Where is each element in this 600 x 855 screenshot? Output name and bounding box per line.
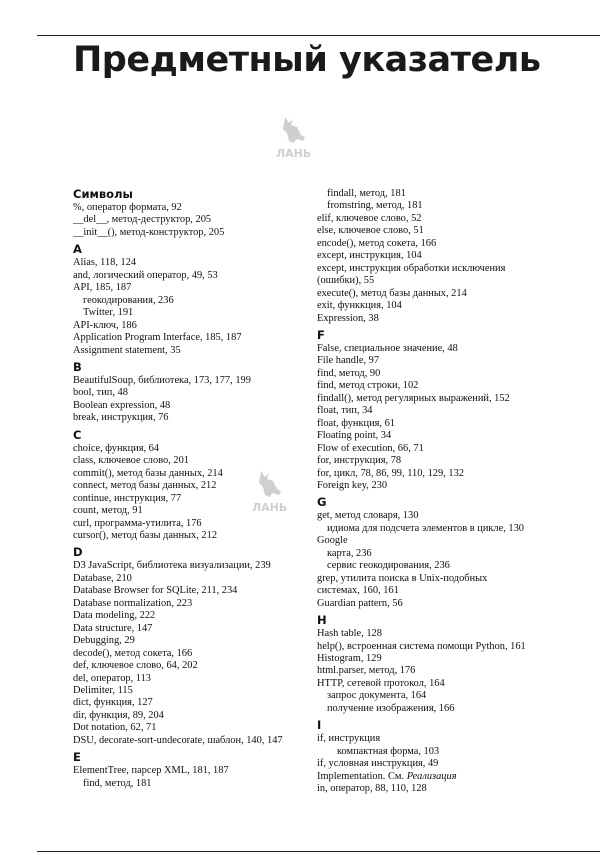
index-entry xyxy=(317,653,562,665)
index-entry-text: find, метод, 90 xyxy=(317,367,381,379)
index-entry xyxy=(317,480,562,492)
index-entry-text: curl, программа-утилита, 176 xyxy=(73,517,202,529)
index-entry-text: dict, функция, 127 xyxy=(73,697,153,709)
index-entry-text: def, ключевое слово, 64, 202 xyxy=(73,660,198,672)
index-entry-text: False, специальное значение, 48 xyxy=(317,342,458,354)
index-entry-text: Foreign key, 230 xyxy=(317,479,388,491)
index-entry xyxy=(73,673,318,685)
index-see-reference: Реализация xyxy=(406,770,457,782)
index-entry xyxy=(73,685,318,697)
index-entry xyxy=(73,332,318,344)
index-entry xyxy=(73,585,318,597)
index-subentry xyxy=(317,690,562,702)
index-entry-text: Database, 210 xyxy=(73,572,132,584)
index-letter-heading: C xyxy=(73,427,82,442)
index-entry xyxy=(317,343,562,355)
index-entry-text: Google xyxy=(317,535,348,547)
index-entry-text: Boolean expression, 48 xyxy=(73,399,171,411)
index-entry xyxy=(73,648,318,660)
index-letter-heading: I xyxy=(317,718,322,733)
index-entry-text: компактная форма, 103 xyxy=(337,745,440,757)
index-entry xyxy=(317,443,562,455)
index-entry xyxy=(317,598,562,610)
index-entry xyxy=(73,765,318,777)
index-entry-text: сервис геокодирования, 236 xyxy=(327,560,450,572)
index-column-left xyxy=(73,188,318,790)
index-entry-text: commit(), метод базы данных, 214 xyxy=(73,467,223,479)
index-entry xyxy=(73,214,318,226)
index-entry-text: %, оператор формата, 92 xyxy=(73,202,182,213)
index-entry xyxy=(317,455,562,467)
index-entry xyxy=(317,641,562,653)
index-entry-text: encode(), метод сокета, 166 xyxy=(317,237,437,249)
index-subentry xyxy=(317,746,562,758)
index-subentry xyxy=(317,703,562,715)
index-entry xyxy=(317,225,562,237)
index-entry-text: find, метод строки, 102 xyxy=(317,380,419,392)
index-entry-text: except, инструкция обработки исключения xyxy=(317,262,506,274)
index-entry xyxy=(317,418,562,430)
index-entry xyxy=(73,202,318,214)
index-entry-text: and, логический оператор, 49, 53 xyxy=(73,269,218,281)
index-entry-text: карта, 236 xyxy=(327,547,372,559)
index-entry xyxy=(73,518,318,530)
index-entry-text: D3 JavaScript, библиотека визуализации, 239 xyxy=(73,560,271,572)
index-entry-text: for, цикл, 78, 86, 99, 110, 129, 132 xyxy=(317,467,464,479)
index-letter-heading: D xyxy=(73,545,83,560)
publisher-logo-text: ЛАНЬ xyxy=(276,147,312,159)
index-entry-text: Debugging, 29 xyxy=(73,635,135,647)
index-entry-text: grep, утилита поиска в Unix-подобных xyxy=(317,572,488,584)
index-entry-text: class, ключевое слово, 201 xyxy=(73,455,190,467)
index-entry-text: Guardian pattern, 56 xyxy=(317,597,403,609)
index-entry-text: float, тип, 34 xyxy=(317,405,373,417)
index-subentry xyxy=(317,560,562,572)
index-entry-text: for, инструкция, 78 xyxy=(317,455,402,467)
index-letter-heading: G xyxy=(317,495,327,510)
index-entry-text: Histogram, 129 xyxy=(317,652,382,664)
index-entry xyxy=(317,430,562,442)
index-entry-text: html.parser, метод, 176 xyxy=(317,665,416,677)
index-entry-text: else, ключевое слово, 51 xyxy=(317,225,424,237)
index-entry-text: elif, ключевое слово, 52 xyxy=(317,212,422,224)
index-entry xyxy=(73,257,318,269)
index-entry xyxy=(317,733,562,745)
index-entry-text: API-ключ, 186 xyxy=(73,319,137,331)
index-entry-text: API, 185, 187 xyxy=(73,282,132,294)
index-entry xyxy=(73,345,318,357)
index-entry-text: except, инструкция, 104 xyxy=(317,250,422,262)
index-entry xyxy=(317,393,562,405)
index-entry xyxy=(317,665,562,677)
index-entry xyxy=(73,560,318,572)
index-entry xyxy=(317,783,562,795)
index-entry-text: if, инструкция xyxy=(317,733,381,745)
index-entry xyxy=(73,623,318,635)
index-entry-text: Data modeling, 222 xyxy=(73,610,156,622)
index-subentry xyxy=(317,523,562,535)
index-entry xyxy=(73,282,318,294)
index-letter-heading: F xyxy=(317,327,325,342)
index-entry-text: Database normalization, 223 xyxy=(73,597,193,609)
index-entry xyxy=(73,468,318,480)
index-entry xyxy=(73,320,318,332)
index-entry xyxy=(73,598,318,610)
bottom-rule xyxy=(37,851,600,852)
index-entry-text: Alias, 118, 124 xyxy=(73,257,137,269)
index-entry-text: (ошибки), 55 xyxy=(317,275,375,287)
index-entry xyxy=(317,300,562,312)
index-subentry xyxy=(317,548,562,560)
index-entry xyxy=(73,443,318,455)
index-entry-text: Floating point, 34 xyxy=(317,430,392,442)
index-entry xyxy=(73,635,318,647)
index-entry-text: continue, инструкция, 77 xyxy=(73,492,182,504)
index-entry xyxy=(317,213,562,225)
index-entry-text: BeautifulSoup, библиотека, 173, 177, 199 xyxy=(73,374,251,386)
index-entry xyxy=(317,771,562,783)
index-entry xyxy=(317,313,562,325)
index-entry-text: File handle, 97 xyxy=(317,355,380,367)
index-entry-text: execute(), метод базы данных, 214 xyxy=(317,287,467,299)
index-entry-text: decode(), метод сокета, 166 xyxy=(73,647,193,659)
index-entry xyxy=(73,735,318,747)
index-letter-heading: E xyxy=(73,750,81,765)
index-entry-text: findall(), метод регулярных выражений, 152 xyxy=(317,392,510,404)
index-entry xyxy=(73,227,318,239)
index-entry-text: идиома для подсчета элементов в цикле, 130 xyxy=(327,522,524,534)
index-entry-text: findall, метод, 181 xyxy=(327,188,406,199)
index-entry-text: Hash table, 128 xyxy=(317,628,382,640)
index-entry-text: Implementation. См. xyxy=(317,770,407,782)
index-letter-heading: H xyxy=(317,613,327,628)
publisher-logo-text: ЛАНЬ xyxy=(252,501,288,513)
index-entry xyxy=(317,535,562,547)
index-entry xyxy=(73,660,318,672)
index-entry xyxy=(317,628,562,640)
index-entry-text: получение изображения, 166 xyxy=(327,702,455,714)
index-subentry xyxy=(73,295,318,307)
index-entry-text: bool, тип, 48 xyxy=(73,387,128,399)
index-entry xyxy=(317,758,562,770)
index-entry xyxy=(73,710,318,722)
index-entry xyxy=(73,375,318,387)
index-entry xyxy=(317,573,562,585)
index-entry xyxy=(317,405,562,417)
index-entry-text: Database Browser for SQLite, 211, 234 xyxy=(73,585,238,597)
index-letter-heading: B xyxy=(73,359,82,374)
index-entry xyxy=(73,270,318,282)
index-entry-text: exit, функкция, 104 xyxy=(317,300,402,312)
index-subentry xyxy=(317,188,562,200)
index-entry-text: connect, метод базы данных, 212 xyxy=(73,480,217,492)
index-entry xyxy=(73,697,318,709)
index-entry xyxy=(317,585,562,597)
index-entry-text: Delimiter, 115 xyxy=(73,684,133,696)
index-entry-text: find, метод, 181 xyxy=(83,777,152,789)
index-entry xyxy=(317,510,562,522)
index-entry xyxy=(317,368,562,380)
index-entry xyxy=(73,400,318,412)
index-entry-text: системах, 160, 161 xyxy=(317,585,399,597)
index-entry-text: cursor(), метод базы данных, 212 xyxy=(73,529,218,541)
index-entry xyxy=(317,263,562,275)
index-entry xyxy=(317,238,562,250)
index-entry-text: Data structure, 147 xyxy=(73,622,153,634)
index-entry-text: DSU, decorate-sort-undecorate, шаблон, 140, 147 xyxy=(73,734,283,746)
index-entry-text: HTTP, сетевой протокол, 164 xyxy=(317,677,445,689)
index-entry-text: in, оператор, 88, 110, 128 xyxy=(317,783,427,795)
index-column-right xyxy=(317,188,562,795)
index-entry-text: Dot notation, 62, 71 xyxy=(73,722,157,734)
index-entry-text: if, условная инструкция, 49 xyxy=(317,758,439,770)
index-entry xyxy=(73,455,318,467)
index-entry-text: help(), встроенная система помощи Python, 161 xyxy=(317,640,526,652)
index-entry-text: запрос документа, 164 xyxy=(327,690,427,702)
index-entry-text: Expression, 38 xyxy=(317,312,379,324)
index-subentry xyxy=(73,307,318,319)
index-entry-text: __init__(), метод-конструктор, 205 xyxy=(73,226,225,238)
publisher-logo xyxy=(271,113,315,159)
index-entry xyxy=(73,530,318,542)
index-entry xyxy=(73,505,318,517)
index-entry-text: get, метод словаря, 130 xyxy=(317,510,419,522)
index-entry-text: Assignment statement, 35 xyxy=(73,344,181,356)
index-entry-text: ElementTree, парсер XML, 181, 187 xyxy=(73,765,229,777)
index-subentry xyxy=(73,778,318,790)
index-entry xyxy=(317,288,562,300)
page-title: Предметный указатель xyxy=(73,40,541,80)
index-entry-text: dir, функция, 89, 204 xyxy=(73,709,164,721)
index-entry xyxy=(73,412,318,424)
index-entry xyxy=(317,250,562,262)
index-entry-text: fromstring, метод, 181 xyxy=(327,200,423,212)
index-entry xyxy=(317,355,562,367)
index-letter-heading: Символы xyxy=(73,187,133,201)
index-entry-text: float, функция, 61 xyxy=(317,417,396,429)
index-entry xyxy=(317,468,562,480)
index-entry-text: Application Program Interface, 185, 187 xyxy=(73,332,242,344)
index-entry xyxy=(73,387,318,399)
index-entry xyxy=(73,722,318,734)
index-subentry xyxy=(317,200,562,212)
index-entry-text: геокодирования, 236 xyxy=(83,294,174,306)
index-entry-text: Flow of execution, 66, 71 xyxy=(317,442,424,454)
index-entry xyxy=(317,678,562,690)
index-entry xyxy=(317,380,562,392)
index-entry-text: del, оператор, 113 xyxy=(73,672,151,684)
index-entry xyxy=(73,493,318,505)
index-entry xyxy=(317,275,562,287)
top-rule xyxy=(37,35,600,36)
index-entry-text: __del__, метод-деструктор, 205 xyxy=(73,214,212,226)
index-entry-text: break, инструкция, 76 xyxy=(73,412,169,424)
index-entry xyxy=(73,573,318,585)
index-entry-text: count, метод, 91 xyxy=(73,505,143,517)
index-entry-text: choice, функция, 64 xyxy=(73,442,160,454)
index-entry xyxy=(73,480,318,492)
index-letter-heading: A xyxy=(73,242,82,257)
index-entry-text: Twitter, 191 xyxy=(83,307,134,319)
index-entry xyxy=(73,610,318,622)
